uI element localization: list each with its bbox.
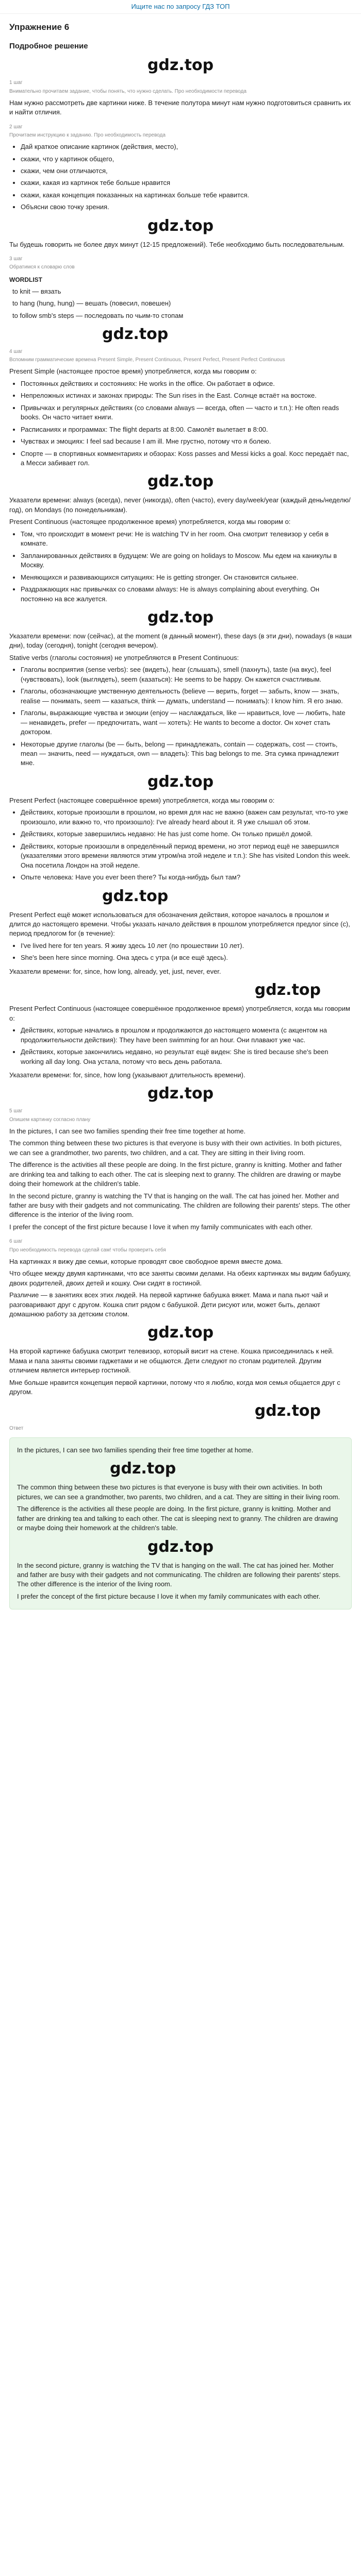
answer-paragraph: The common thing between these two pictures is that everyone is busy with their own activities. In both pictures, we can see a grandmother, two parents, two children, and a cat. They are sitting in their living room. [17,1483,340,1501]
exercise-title: Упражнение 6 [9,22,70,32]
translation-paragraph: Различие — в занятиях всех этих людей. На первой картинке бабушка вяжет. Мама и папа пьют чай и разговаривают друг с другом. Кошка спит рядом с бабушкой. Дети рисуют или, может быть, делают домашнюю работу за детским столом. [9,1291,329,1318]
list-item: • Действиях, которые произошли в определённый период времени, но этот период ещё не завершился (указателями этого времени являются этим утром/на этой неделе и т.п.): She has visited London this week. Она посетила Лондон на этой неделе. [21,842,352,870]
step-2-subtitle: Прочитаем инструкцию к заданию. Про необходимость перевода [9,132,166,138]
present-continuous-markers: Указатели времени: now (сейчас), at the moment (в данный момент), these days (в эти дни), nowadays (в наши дни), today (сегодня), tonight (сегодня вечером). [9,632,352,650]
answer-paragraph: I prefer the concept of the first picture because I love it when my family communicates with each other. [17,1592,321,1600]
list-item: • Глаголы, выражающие чувства и эмоции (enjoy — наслаждаться, like — нравиться, love — любить, hate — ненавидеть, prefer — предпочитать, want — хотеть): He wants to become a doctor. Он хочет стать доктором. [21,708,352,737]
answer-paragraph: The difference is the activities all these people are doing. In the first picture, granny is knitting. Mother and father are drinking tea and talking to each other. The cat is sleeping next to granny. The children are drawing or maybe doing their homework at the children's table. [17,1505,338,1532]
list-item: • Опыте человека: Have you ever been there? Ты когда-нибудь был там? [21,873,352,882]
watermark: gdz.top [147,772,214,791]
list-item: • Глаголы, обозначающие умственную деятельность (believe — верить, forget — забыть, know — знать, realise — понимать, seem — казаться, think — думать, understand — понимать): I know him. Я его знаю. [21,687,352,706]
list-item: • Расписаниях и программах: The flight departs at 8:00. Самолёт вылетает в 8:00. [21,425,352,434]
list-item: to knit — вязать [12,287,61,295]
answer-paragraph: In the pictures, I can see two families spending their free time together at home. [17,1446,254,1454]
step-2-list [9,142,352,212]
list-item: • Раздражающих нас привычках со словами always: He is always complaining about everything. Он постоянно на все жалуется. [21,585,352,604]
step-2-text: Ты будешь говорить не более двух минут (12-15 предложений). Тебе необходимо быть последовательным. [9,240,345,248]
watermark: gdz.top [254,1401,321,1420]
step-5-label: 5 шаг [9,1108,23,1114]
list-item: • скажи, что у картинок общего, [21,155,352,164]
present-simple-list [9,379,352,468]
present-simple-markers: Указатели времени: always (всегда), never (никогда), often (часто), every day/week/year (каждый день/неделю/год), on Mondays (по понедельникам). [9,496,351,514]
step-3-label: 3 шаг [9,256,23,262]
answer-paragraph: In the second picture, granny is watching the TV that is hanging on the wall. The cat has joined her. Mother and father are busy with their gadgets and not communicating. The children are following their parents' steps. The other difference is the interior of the living room. [17,1561,341,1588]
list-item: • Действиях, которые произошли в прошлом, но время для нас не важно (важен сам результат, что-то уже произошло, или важно то, что произошло): I've already heard about it. Я уже слышал об этом. [21,808,352,827]
step-1-text: Нам нужно рассмотреть две картинки ниже. В течение полутора минут нам нужно подготовиться сравнить их и найти отличия. [9,98,351,116]
watermark: gdz.top [147,1537,214,1556]
present-perfect-intro: Present Perfect (настоящее совершённое время) употребляется, когда мы говорим о: [9,796,275,804]
translation-paragraph: На картинках я вижу две семьи, которые проводят свое свободное время вместе дома. [9,1257,283,1265]
step-1-subtitle: Внимательно прочитаем задание, чтобы понять, что нужно сделать. Про необходимости перевода [9,88,247,94]
watermark: gdz.top [147,1324,214,1342]
present-continuous-intro: Present Continuous (настоящее продолженное время) употребляется, когда мы говорим о: [9,518,291,526]
list-item: • Постоянных действиях и состояниях: He works in the office. Он работает в офисе. [21,379,352,388]
present-perfect-continuous-intro: Present Perfect Continuous (настоящее совершённое продолженное время) употребляется, когда мы говорим о: [9,1005,350,1022]
watermark: gdz.top [110,1460,176,1478]
step-4-label: 4 шаг [9,349,23,355]
watermark: gdz.top [147,472,214,491]
gdz-search-link[interactable]: Ищите нас по запросу ГДЗ ТОП [131,2,230,10]
present-perfect-note: Present Perfect ещё может использоваться для обозначения действия, которое началось в прошлом и длится до настоящего времени. Чтобы указать начало действия в прошлом употребляется предлог since (с), период предлогом for (в течение): [9,910,350,938]
list-item: • Чувствах и эмоциях: I feel sad because I am ill. Мне грустно, потому что я болею. [21,437,352,446]
list-item: • Действиях, которые закончились недавно, но результат ещё виден: She is tired because she's been working all day long. Она устала, потому что весь день работала. [21,1047,352,1066]
present-simple-intro: Present Simple (настоящее простое время) употребляется, когда мы говорим о: [9,367,257,376]
present-perfect-markers: Указатели времени: for, since, how long, already, yet, just, never, ever. [9,967,221,975]
description-paragraph: In the pictures, I can see two families spending their free time together at home. [9,1127,246,1135]
list-item: • Действиях, которые начались в прошлом и продолжаются до настоящего момента (с акцентом на продолжительности действия): They have been swimming for an hour. Они плавают уже час. [21,1026,352,1045]
watermark: gdz.top [254,981,321,999]
description-paragraph: The common thing between these two pictures is that everyone is busy with their own activities. In both pictures, we can see a grandmother, two parents, two children, and a cat. They are sitting in their living room. [9,1139,342,1157]
present-perfect-examples [9,941,352,963]
watermark: gdz.top [102,325,169,344]
list-item: • Некоторые другие глаголы (be — быть, belong — принадлежать, contain — содержать, cost — стоить, mean — значить, need — нуждаться, own — владеть): This bag belongs to me. Эта сумка принадлежит мне. [21,740,352,768]
list-item: • Объясни свою точку зрения. [21,202,352,212]
list-item: • Глаголы восприятия (sense verbs): see (видеть), hear (слышать), smell (пахнуть), taste (на вкус), feel (чувствовать), look (выглядеть), seem (казаться): He seems to be happy. Он кажется счастливым. [21,665,352,684]
translation-paragraph: Что общее между двумя картинками, что все заняты своими делами. На обеих картинках мы видим бабушку, двоих родителей, двоих детей и кошку. Они сидят в гостиной. [9,1269,351,1287]
step-5-subtitle: Опишем картинку согласно плану [9,1116,91,1123]
watermark: gdz.top [147,56,214,75]
watermark: gdz.top [147,216,214,235]
list-item: to follow smb's steps — последовать по чьим-то стопам [12,311,184,319]
present-continuous-list [9,530,352,604]
list-item: • She's been here since morning. Она здесь с утра (и все ещё здесь). [21,953,352,962]
list-item: • скажи, какая концепция показанных на картинках больше тебе нравится. [21,191,352,200]
watermark: gdz.top [147,1084,214,1103]
list-item: • I've lived here for ten years. Я живу здесь 10 лет (по прошествии 10 лет). [21,941,352,951]
answer-label: Ответ [9,1425,24,1431]
list-item: • Привычках и регулярных действиях (со словами always — всегда, often — часто и т.п.): He often reads books. Он часто читает книги. [21,403,352,422]
list-item: • скажи, какая из картинок тебе больше нравится [21,178,352,188]
content [0,14,361,1609]
stative-verbs-list [9,665,352,768]
watermark: gdz.top [102,887,169,905]
list-item: • Спорте — в спортивных комментариях и обзорах: Koss passes and Messi kicks a goal. Косс передаёт пас, а Месси забивает гол. [21,449,352,468]
translation-paragraph: На второй картинке бабушка смотрит телевизор, который висит на стене. Кошка присоединилась к ней. Мама и папа заняты своими гаджетами и не общаются. Дети следуют по стопам родителей. Другим отличием является интерьер гостиной. [9,1347,334,1375]
present-perfect-list [9,808,352,882]
list-item: • Том, что происходит в момент речи: He is watching TV in her room. Она смотрит телевизор у себя в комнате. [21,530,352,549]
description-paragraph: The difference is the activities all these people are doing. In the first picture, granny is knitting. Mother and father are drinking tea and talking to each other. The cat is sleeping next to granny. The children are drawing or maybe doing their homework at the children's table. [9,1161,342,1188]
list-item: • Запланированных действиях в будущем: We are going on holidays to Moscow. Мы едем на каникулы в Москву. [21,551,352,570]
description-paragraph: I prefer the concept of the first picture because I love it when my family communicates with each other. [9,1223,313,1231]
solution-heading: Подробное решение [9,42,88,51]
step-4-subtitle: Вспомним грамматические времена Present Simple, Present Continuous, Present Perfect, Present Perfect Continuous [9,357,285,363]
description-paragraph: In the second picture, granny is watching the TV that is hanging on the wall. The cat has joined her. Mother and father are busy with their gadgets and not communicating. The children are following their parents' steps. The other difference is the interior of the living room. [9,1192,351,1219]
wordlist [9,287,352,320]
list-item: • Меняющихся и развивающихся ситуациях: He is getting stronger. Он становится сильнее. [21,573,352,582]
list-item: • скажи, чем они отличаются, [21,166,352,176]
list-item: • Дай краткое описание картинок (действия, место), [21,142,352,151]
list-item: to hang (hung, hung) — вешать (повесил, повешен) [12,299,171,308]
wordlist-heading: WORDLIST [9,276,42,283]
present-perfect-continuous-markers: Указатели времени: for, since, how long (указывают длительность времени). [9,1071,245,1079]
top-banner [0,0,361,14]
list-item: • Непреложных истинах и законах природы: The Sun rises in the East. Солнце встаёт на востоке. [21,391,352,400]
list-item: • Действиях, которые завершились недавно: He has just come home. Он только пришёл домой. [21,829,352,839]
step-3-subtitle: Обратимся к словарю слов [9,264,75,270]
answer-box [9,1437,352,1610]
present-perfect-continuous-list [9,1026,352,1066]
step-1-label: 1 шаг [9,80,23,86]
step-2-label: 2 шаг [9,124,23,130]
stative-verbs-intro: Stative verbs (глаголы состояния) не употребляются в Present Continuous: [9,653,239,662]
step-6-subtitle: Про необходимость перевода сделай сам! чтобы проверить себя [9,1247,166,1253]
step-6-label: 6 шаг [9,1239,23,1245]
watermark: gdz.top [147,608,214,626]
translation-paragraph: Мне больше нравится концепция первой картинки, потому что я люблю, когда моя семья общается друг с другом. [9,1378,340,1396]
